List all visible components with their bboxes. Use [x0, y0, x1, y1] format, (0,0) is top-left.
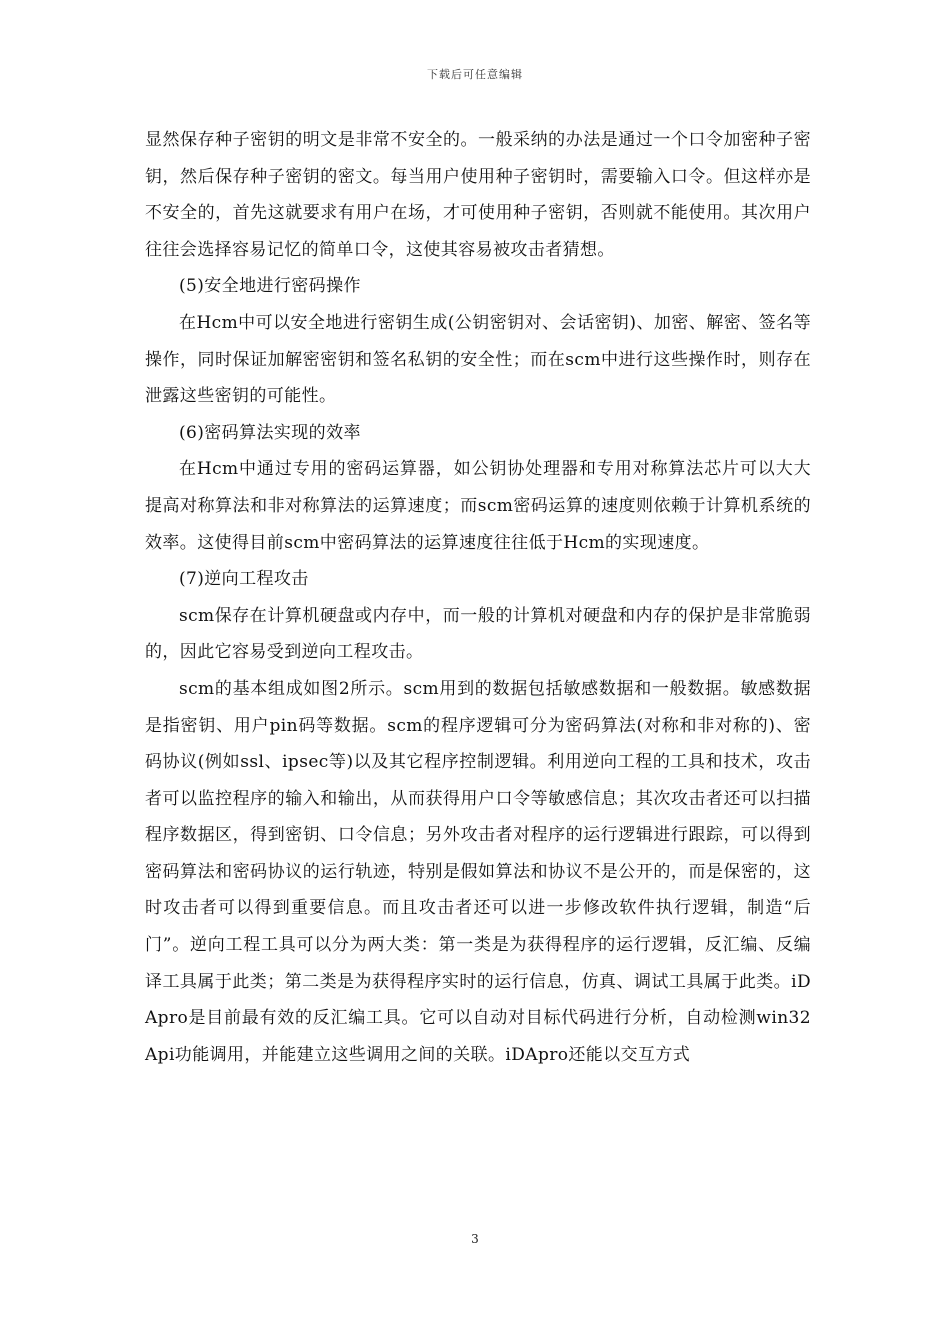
paragraph-secure-ops: 在Hcm中可以安全地进行密钥生成(公钥密钥对、会话密钥)、加密、解密、签名等操作，同时保证加解密密钥和签名私钥的安全性；而在scm中进行这些操作时，则存在泄露这些密钥的可能性。	[145, 312, 811, 407]
page-number: 3	[471, 1232, 479, 1246]
paragraph-intro: 显然保存种子密钥的明文是非常不安全的。一般采纳的办法是通过一个口令加密种子密钥，然后保存种子密钥的密文。每当用户使用种子密钥时，需要输入口令。但这样亦是不安全的，首先这就要求有用户在场，才可使用种子密钥，否则就不能使用。其次用户往往会选择容易记忆的简单口令，这使其容易被攻击者猜想。	[145, 130, 811, 260]
page-header: 下载后可任意编辑	[427, 68, 523, 81]
section-heading-6: (6)密码算法实现的效率	[179, 422, 361, 443]
section-heading-5: (5)安全地进行密码操作	[179, 276, 361, 297]
paragraph-efficiency: 在Hcm中通过专用的密码运算器，如公钥协处理器和专用对称算法芯片可以大大提高对称算法和非对称算法的运算速度；而scm密码运算的速度则依赖于计算机系统的效率。这使得目前scm中密码算法的运算速度往往低于Hcm的实现速度。	[145, 459, 811, 553]
page-body	[145, 122, 811, 1073]
section-heading-7: (7)逆向工程攻击	[179, 569, 309, 590]
paragraph-scm-structure: scm的基本组成如图2所示。scm用到的数据包括敏感数据和一般数据。敏感数据是指密钥、用户pin码等数据。scm的程序逻辑可分为密码算法(对称和非对称的)、密码协议(例如ssl、ipsec等)以及其它程序控制逻辑。利用逆向工程的工具和技术，攻击者可以监控程序的输入和输出，从而获得用户口令等敏感信息；其次攻击者还可以扫描程序数据区，得到密钥、口令信息；另外攻击者对程序的运行逻辑进行跟踪，可以得到密码算法和密码协议的运行轨迹，特别是假如算法和协议不是公开的，而是保密的，这时攻击者可以得到重要信息。而且攻击者还可以进一步修改软件执行逻辑，制造“后门”。逆向工程工具可以分为两大类：第一类是为获得程序的运行逻辑，反汇编、反编译工具属于此类；第二类是为获得程序实时的运行信息，仿真、调试工具属于此类。iDApro是目前最有效的反汇编工具。它可以自动对目标代码进行分析，自动检测win32Api功能调用，并能建立这些调用之间的关联。iDApro还能以交互方式	[145, 678, 811, 1065]
paragraph-reverse-engineering: scm保存在计算机硬盘或内存中，而一般的计算机对硬盘和内存的保护是非常脆弱的，因此它容易受到逆向工程攻击。	[145, 605, 811, 663]
